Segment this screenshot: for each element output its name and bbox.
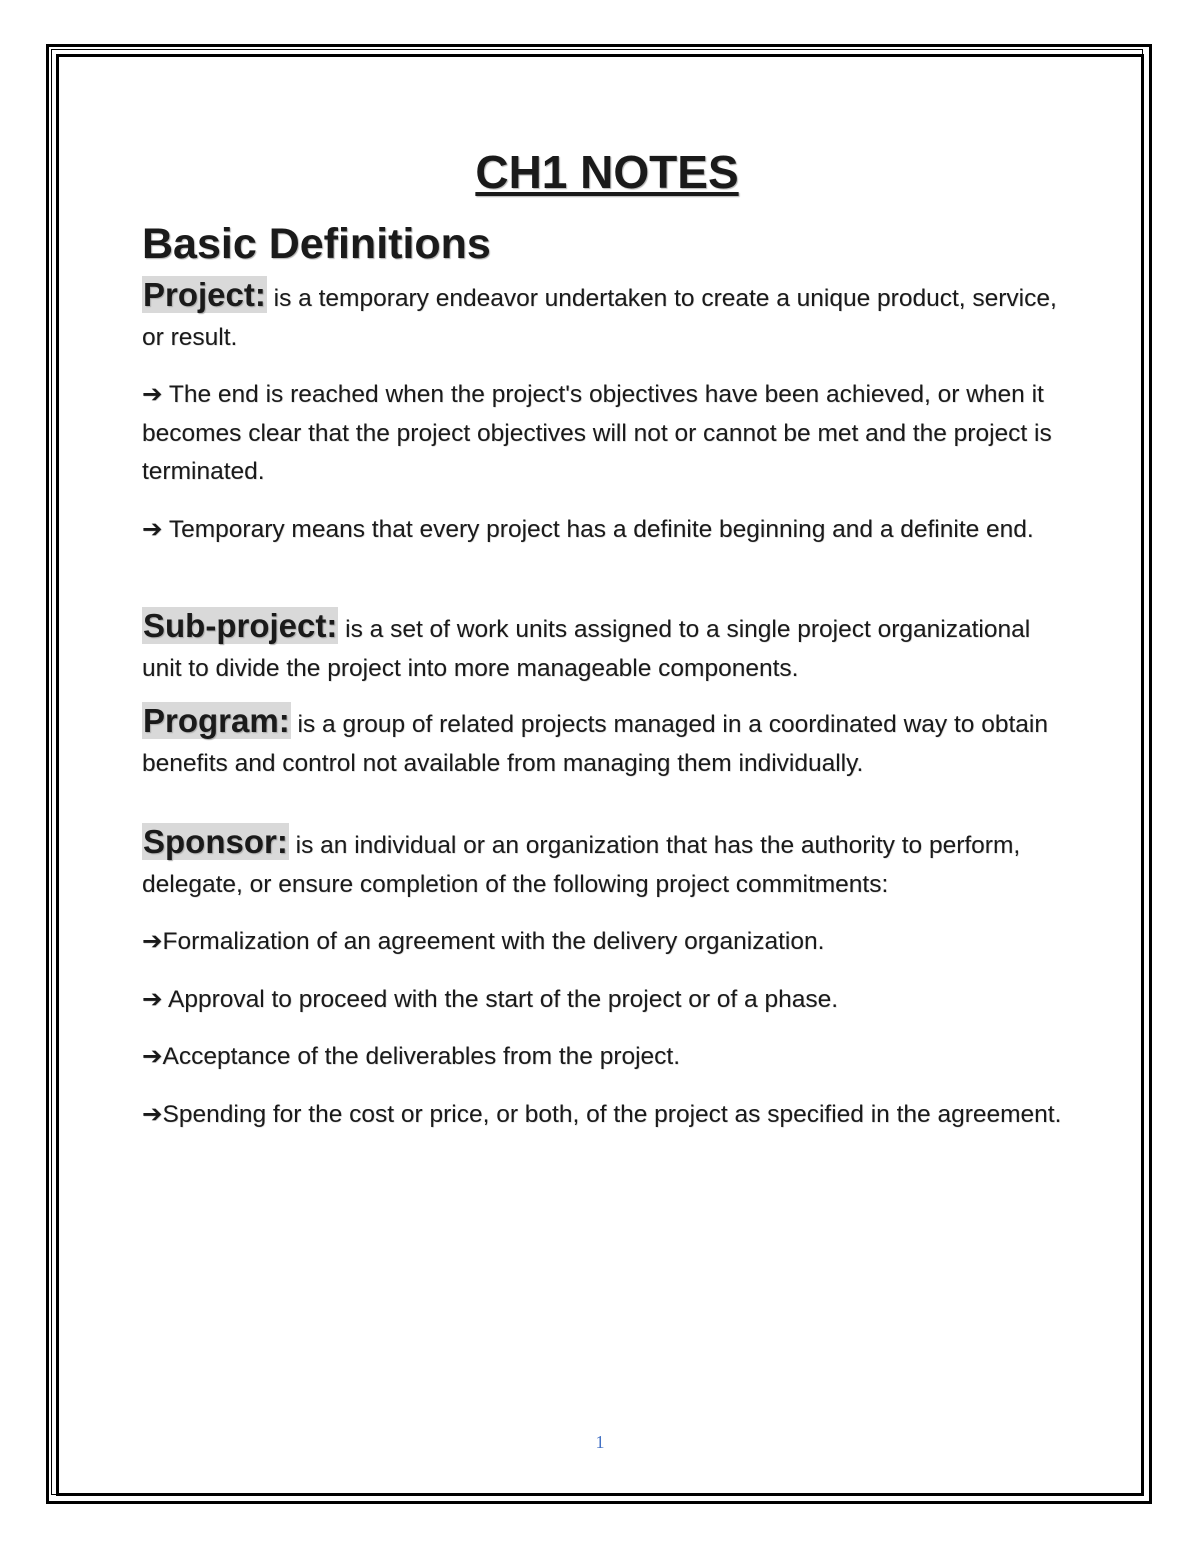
project-bullet-text: Temporary means that every project has a definite beginning and a definite end. [162,515,1034,543]
term-program: Program: [143,702,290,739]
sponsor-bullet [142,981,1072,1020]
project-bullet [142,376,1072,492]
term-sponsor: Sponsor: [143,823,288,860]
term-subproject: Sub-project: [143,607,338,644]
definition-sponsor-text: is an individual or an organization that has the authority to perform, delegate, or ensure completion of the following project commitments: [142,832,1021,898]
definition-program-text: is a group of related projects managed in a coordinated way to obtain benefits and control not available from managing them individually. [142,711,1048,777]
definition-sponsor [142,823,1072,904]
page-content [142,140,1072,1134]
arrow-icon: ➔ [142,1100,163,1128]
arrow-icon: ➔ [142,928,163,955]
definition-project [142,276,1072,357]
definition-subproject-text: is a set of work units assigned to a single project organizational unit to divide the project into more manageable components. [142,616,1031,682]
sponsor-bullet-text: Spending for the cost or price, or both, of the project as specified in the agreement. [162,1100,1062,1128]
arrow-icon: ➔ [142,985,163,1013]
sponsor-bullet-text: Formalization of an agreement with the delivery organization. [162,928,825,955]
document-title: CH1 NOTES [475,146,739,198]
sponsor-bullet [142,923,1072,962]
definition-project-text: is a temporary endeavor undertaken to create a unique product, service, or result. [142,285,1057,351]
arrow-icon: ➔ [142,1043,163,1070]
project-bullet [142,511,1072,550]
project-bullet-text: The end is reached when the project's objectives have been achieved, or when it becomes clear that the project objectives will not or cannot be met and the project is terminated. [142,381,1052,485]
definition-program [142,702,1072,783]
page-number: 1 [595,1432,605,1452]
sponsor-bullet [142,1096,1072,1135]
sponsor-bullet-text: Acceptance of the deliverables from the project. [162,1043,681,1070]
sponsor-bullet-text: Approval to proceed with the start of the project or of a phase. [162,985,839,1013]
arrow-icon: ➔ [142,515,163,543]
section-heading: Basic Definitions [142,220,491,268]
arrow-icon: ➔ [142,381,163,408]
definition-subproject [142,607,1072,688]
term-project: Project: [143,276,266,313]
sponsor-bullet [142,1038,1072,1077]
